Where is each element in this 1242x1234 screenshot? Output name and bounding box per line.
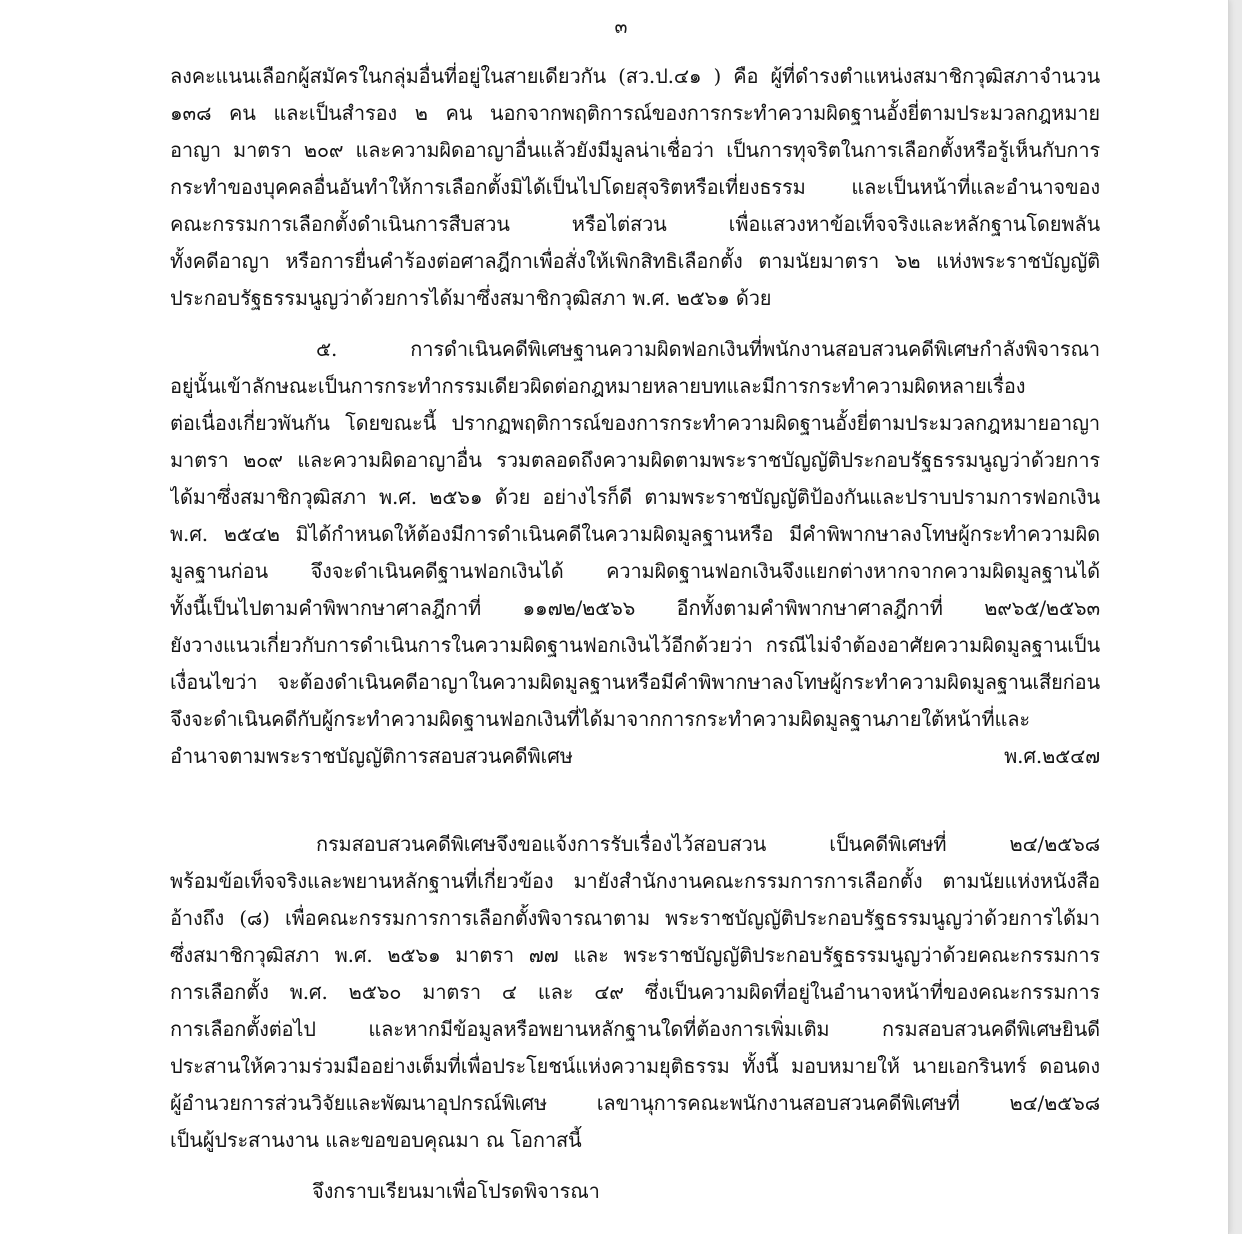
text-line: กระทำของบุคคลอื่นอันทำให้การเลือกตั้งมิได้เป็นไปโดยสุจริตหรือเที่ยงธรรม และเป็นหน้าที่และอำนาจของ <box>170 175 1100 199</box>
text-line: ประสานให้ความร่วมมืออย่างเต็มที่เพื่อประโยชน์แห่งความยุติธรรม ทั้งนี้ มอบหมายให้ นายเอกรินทร์ ดอนดง <box>170 1054 1100 1078</box>
text-line: อำนาจตามพระราชบัญญัติการสอบสวนคดีพิเศษ พ.ศ.๒๕๔๗ <box>170 744 1100 768</box>
page-number: ๓ <box>614 16 628 38</box>
text-line: ประกอบรัฐธรรมนูญว่าด้วยการได้มาซึ่งสมาชิกวุฒิสภา พ.ศ. ๒๕๖๑ ด้วย <box>170 286 772 310</box>
paragraph-spacer <box>170 1159 1100 1173</box>
text-line: คณะกรรมการเลือกตั้งดำเนินการสืบสวน หรือไต่สวน เพื่อแสวงหาข้อเท็จจริงและหลักฐานโดยพลัน <box>170 212 1100 236</box>
text-line: ยังวางแนวเกี่ยวกับการดำเนินการในความผิดฐานฟอกเงินไว้อีกด้วยว่า กรณีไม่จำต้องอาศัยความผิดมูลฐานเป็น <box>170 633 1100 657</box>
text-line: อาญา มาตรา ๒๐๙ และความผิดอาญาอื่นแล้วยังมีมูลน่าเชื่อว่า เป็นการทุจริตในการเลือกตั้งหรือรู้เห็นกับการ <box>170 138 1100 162</box>
text-line: มาตรา ๒๐๙ และความผิดอาญาอื่น รวมตลอดถึงความผิดตามพระราชบัญญัติประกอบรัฐธรรมนูญว่าด้วยการ <box>170 448 1100 472</box>
text-line: พ.ศ. ๒๕๔๒ มิได้กำหนดให้ต้องมีการดำเนินคดีในความผิดมูลฐานหรือ มีคำพิพากษาลงโทษผู้กระทำความผิด <box>170 522 1100 546</box>
text-line: ๑๓๘ คน และเป็นสำรอง ๒ คน นอกจากพฤติการณ์ของการกระทำความผิดฐานอั้งยี่ตามประมวลกฎหมาย <box>170 101 1100 125</box>
text-line: มูลฐานก่อน จึงจะดำเนินคดีฐานฟอกเงินได้ ความผิดฐานฟอกเงินจึงแยกต่างหากจากความผิดมูลฐานได้ <box>170 559 1100 583</box>
text-line: เป็นผู้ประสานงาน และขอขอบคุณมา ณ โอกาสนี้ <box>170 1128 582 1152</box>
text-line <box>170 775 1100 812</box>
text-line: ๕. การดำเนินคดีพิเศษฐานความผิดฟอกเงินที่พนักงานสอบสวนคดีพิเศษกำลังพิจารณา <box>316 337 1100 361</box>
text-line: การเลือกตั้ง พ.ศ. ๒๕๖๐ มาตรา ๔ และ ๔๙ ซึ่งเป็นความผิดที่อยู่ในอำนาจหน้าที่ของคณะกรรมการ <box>170 980 1100 1004</box>
paragraph-continuation <box>170 58 1100 317</box>
text-line: ผู้อำนวยการส่วนวิจัยและพัฒนาอุปกรณ์พิเศษ เลขานุการคณะพนักงานสอบสวนคดีพิเศษที่ ๒๔/๒๕๖๘ <box>170 1091 1100 1115</box>
paragraph-spacer <box>170 317 1100 331</box>
text-line: ลงคะแนนเลือกผู้สมัครในกลุ่มอื่นที่อยู่ในสายเดียวกัน (สว.ป.๔๑ ) คือ ผู้ที่ดำรงตำแหน่งสมาชิกวุฒิสภาจำนวน <box>170 64 1100 88</box>
text-line: ซึ่งสมาชิกวุฒิสภา พ.ศ. ๒๕๖๑ มาตรา ๗๗ และ พระราชบัญญัติประกอบรัฐธรรมนูญว่าด้วยคณะกรรมการ <box>170 943 1100 967</box>
paragraph-notification <box>170 826 1100 1159</box>
letter-body <box>170 58 1100 1210</box>
paragraph-spacer <box>170 812 1100 826</box>
text-line: ได้มาซึ่งสมาชิกวุฒิสภา พ.ศ. ๒๕๖๑ ด้วย อย่างไรก็ดี ตามพระราชบัญญัติป้องกันและปราบปรามการฟอกเงิน <box>170 485 1100 509</box>
closing-line: จึงกราบเรียนมาเพื่อโปรดพิจารณา <box>312 1179 600 1203</box>
text-line: กรมสอบสวนคดีพิเศษจึงขอแจ้งการรับเรื่องไว้สอบสวน เป็นคดีพิเศษที่ ๒๔/๒๕๖๘ <box>316 832 1100 856</box>
text-line: พร้อมข้อเท็จจริงและพยานหลักฐานที่เกี่ยวข้อง มายังสำนักงานคณะกรรมการการเลือกตั้ง ตามนัยแห่งหนังสือ <box>170 869 1100 893</box>
text-line: เงื่อนไขว่า จะต้องดำเนินคดีอาญาในความผิดมูลฐานหรือมีคำพิพากษาลงโทษผู้กระทำความผิดมูลฐานเสียก่อน <box>170 670 1100 694</box>
paragraph-item-5 <box>170 331 1100 812</box>
text-line: ทั้งนี้เป็นไปตามคำพิพากษาศาลฎีกาที่ ๑๑๗๒/๒๕๖๖ อีกทั้งตามคำพิพากษาศาลฎีกาที่ ๒๙๖๕/๒๕๖๓ <box>170 596 1100 620</box>
text-line: การเลือกตั้งต่อไป และหากมีข้อมูลหรือพยานหลักฐานใดที่ต้องการเพิ่มเติม กรมสอบสวนคดีพิเศษยินดี <box>170 1017 1100 1041</box>
text-line: อ้างถึง (๘) เพื่อคณะกรรมการการเลือกตั้งพิจารณาตาม พระราชบัญญัติประกอบรัฐธรรมนูญว่าด้วยการได้มา <box>170 906 1100 930</box>
text-line: ต่อเนื่องเกี่ยวพันกัน โดยขณะนี้ ปรากฏพฤติการณ์ของการกระทำความผิดฐานอั้งยี่ตามประมวลกฎหมายอาญา <box>170 411 1100 435</box>
text-line: ทั้งคดีอาญา หรือการยื่นคำร้องต่อศาลฎีกาเพื่อสั่งให้เพิกสิทธิเลือกตั้ง ตามนัยมาตรา ๖๒ แห่งพระราชบัญญัติ <box>170 249 1100 273</box>
text-line: อยู่นั้นเข้าลักษณะเป็นการกระทำกรรมเดียวผิดต่อกฎหมายหลายบทและมีการกระทำความผิดหลายเรื่อง <box>170 374 1026 398</box>
text-line: จึงจะดำเนินคดีกับผู้กระทำความผิดฐานฟอกเงินที่ได้มาจากการกระทำความผิดมูลฐานภายใต้หน้าที่และ <box>170 707 1030 731</box>
